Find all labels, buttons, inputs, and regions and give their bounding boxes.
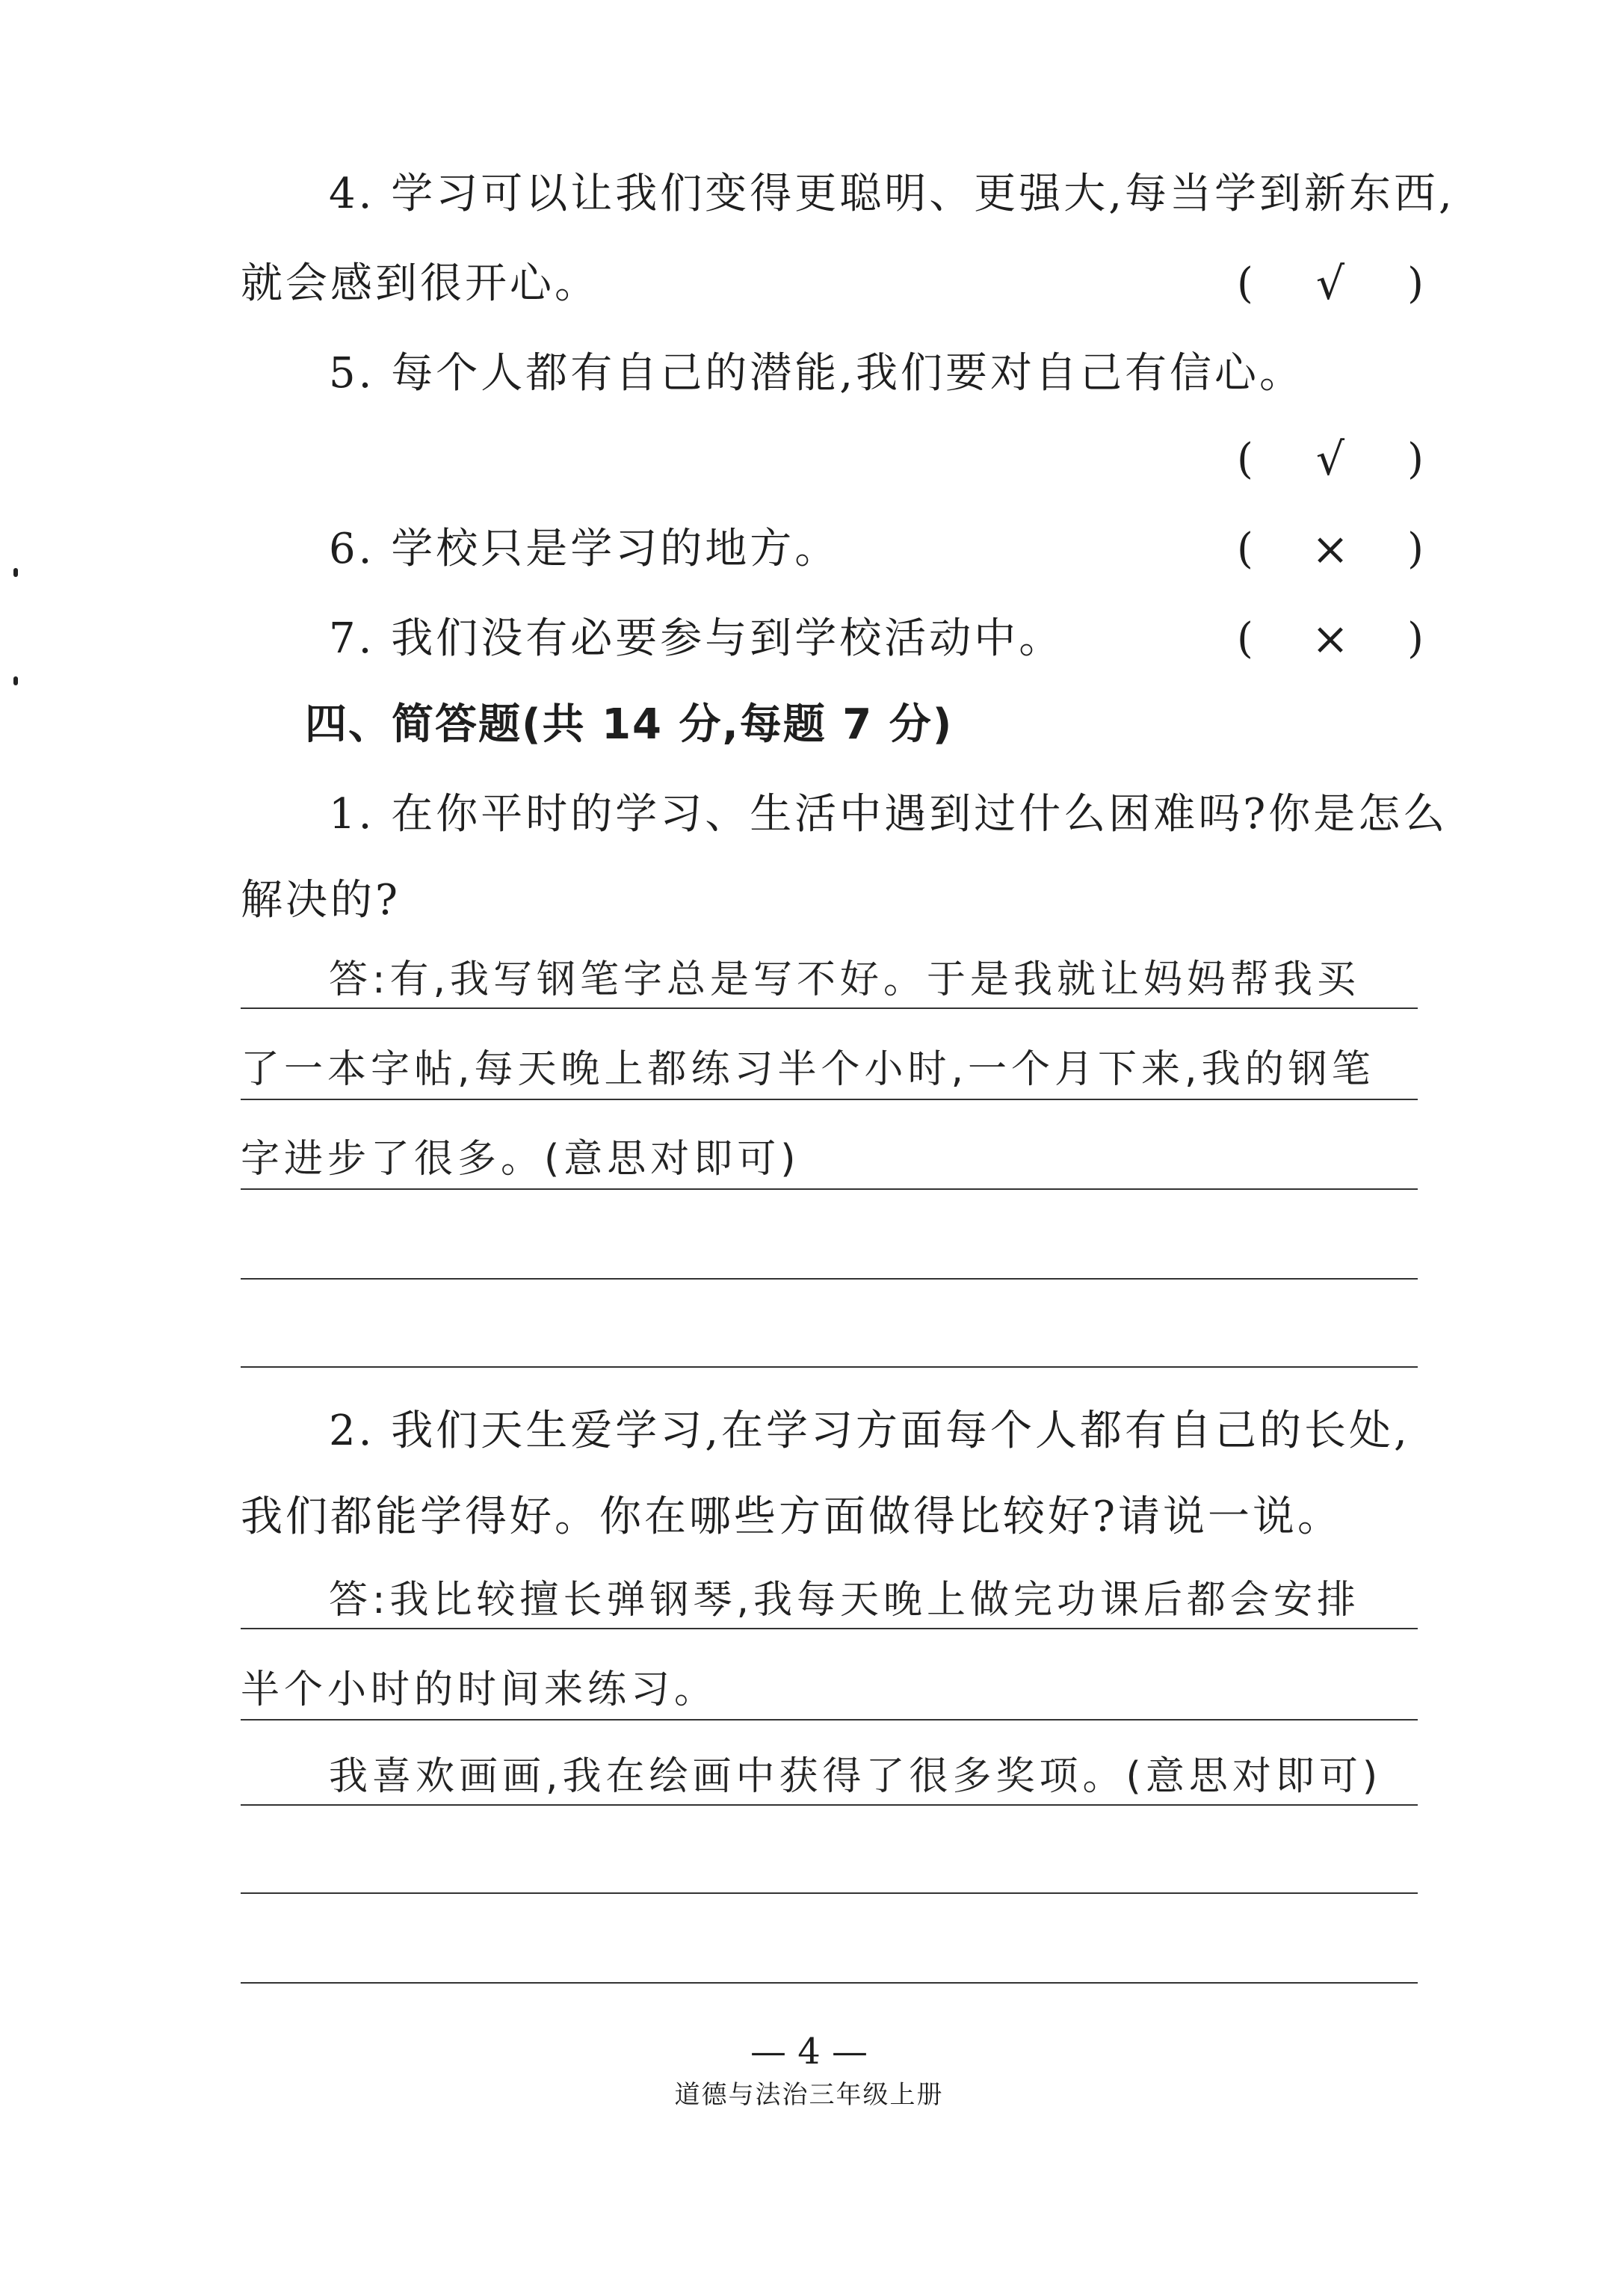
short-answer-q2-text-cont: 我们都能学得好。你在哪些方面做得比较好?请说一说。: [241, 1493, 1343, 1541]
close-paren: ): [1407, 435, 1424, 484]
blank-answer-line: [241, 1278, 1418, 1280]
blank-answer-line: [241, 1982, 1418, 1984]
book-title-footer: 道德与法治三年级上册: [674, 2080, 944, 2110]
judge-q6-text: 6. 学校只是学习的地方。: [329, 525, 840, 573]
short-answer-q2-text: 2. 我们天生爱学习,在学习方面每个人都有自己的长处,: [329, 1407, 1410, 1455]
judge-q5-answer: [1237, 433, 1424, 486]
blank-answer-line: [241, 1366, 1418, 1368]
answer-line: 答:我比较擅长弹钢琴,我每天晚上做完功课后都会安排: [241, 1577, 1418, 1629]
open-paren: (: [1237, 614, 1253, 663]
judge-q5-text: 5. 每个人都有自己的潜能,我们要对自己有信心。: [329, 349, 1305, 398]
page-number: — 4 —: [750, 2031, 868, 2073]
judge-q7-answer: [1237, 613, 1424, 665]
blank-answer-line: [241, 1892, 1418, 1894]
close-paren: ): [1407, 525, 1424, 573]
open-paren: (: [1237, 259, 1253, 308]
answer-line: 答:有,我写钢笔字总是写不好。于是我就让妈妈帮我买: [241, 957, 1418, 1009]
answer-line: 我喜欢画画,我在绘画中获得了很多奖项。(意思对即可): [241, 1753, 1418, 1806]
section-heading: 四、简答题(共 14 分,每题 7 分): [305, 700, 954, 749]
check-mark-icon: √: [1315, 258, 1345, 310]
check-mark-icon: √: [1315, 433, 1345, 486]
close-paren: ): [1407, 259, 1424, 308]
close-paren: ): [1407, 614, 1424, 663]
cross-mark-icon: ×: [1311, 523, 1350, 575]
cross-mark-icon: ×: [1311, 613, 1350, 665]
answer-line: 了一本字帖,每天晚上都练习半个小时,一个月下来,我的钢笔: [241, 1046, 1418, 1100]
short-answer-q1-text: 1. 在你平时的学习、生活中遇到过什么困难吗?你是怎么: [329, 790, 1448, 839]
binding-mark: [13, 676, 18, 685]
judge-q4-text-cont: 就会感到很开心。: [241, 259, 599, 308]
judge-q7-text: 7. 我们没有必要参与到学校活动中。: [329, 614, 1064, 663]
binding-mark: [13, 568, 18, 577]
short-answer-q1-text-cont: 解决的?: [241, 876, 401, 925]
judge-q4-text: 4. 学习可以让我们变得更聪明、更强大,每当学到新东西,: [329, 170, 1455, 218]
open-paren: (: [1237, 435, 1253, 484]
answer-line: 字进步了很多。(意思对即可): [241, 1136, 1418, 1190]
judge-q4-answer: [1237, 258, 1424, 310]
judge-q6-answer: [1237, 523, 1424, 575]
answer-line: 半个小时的时间来练习。: [241, 1667, 1418, 1721]
open-paren: (: [1237, 525, 1253, 573]
